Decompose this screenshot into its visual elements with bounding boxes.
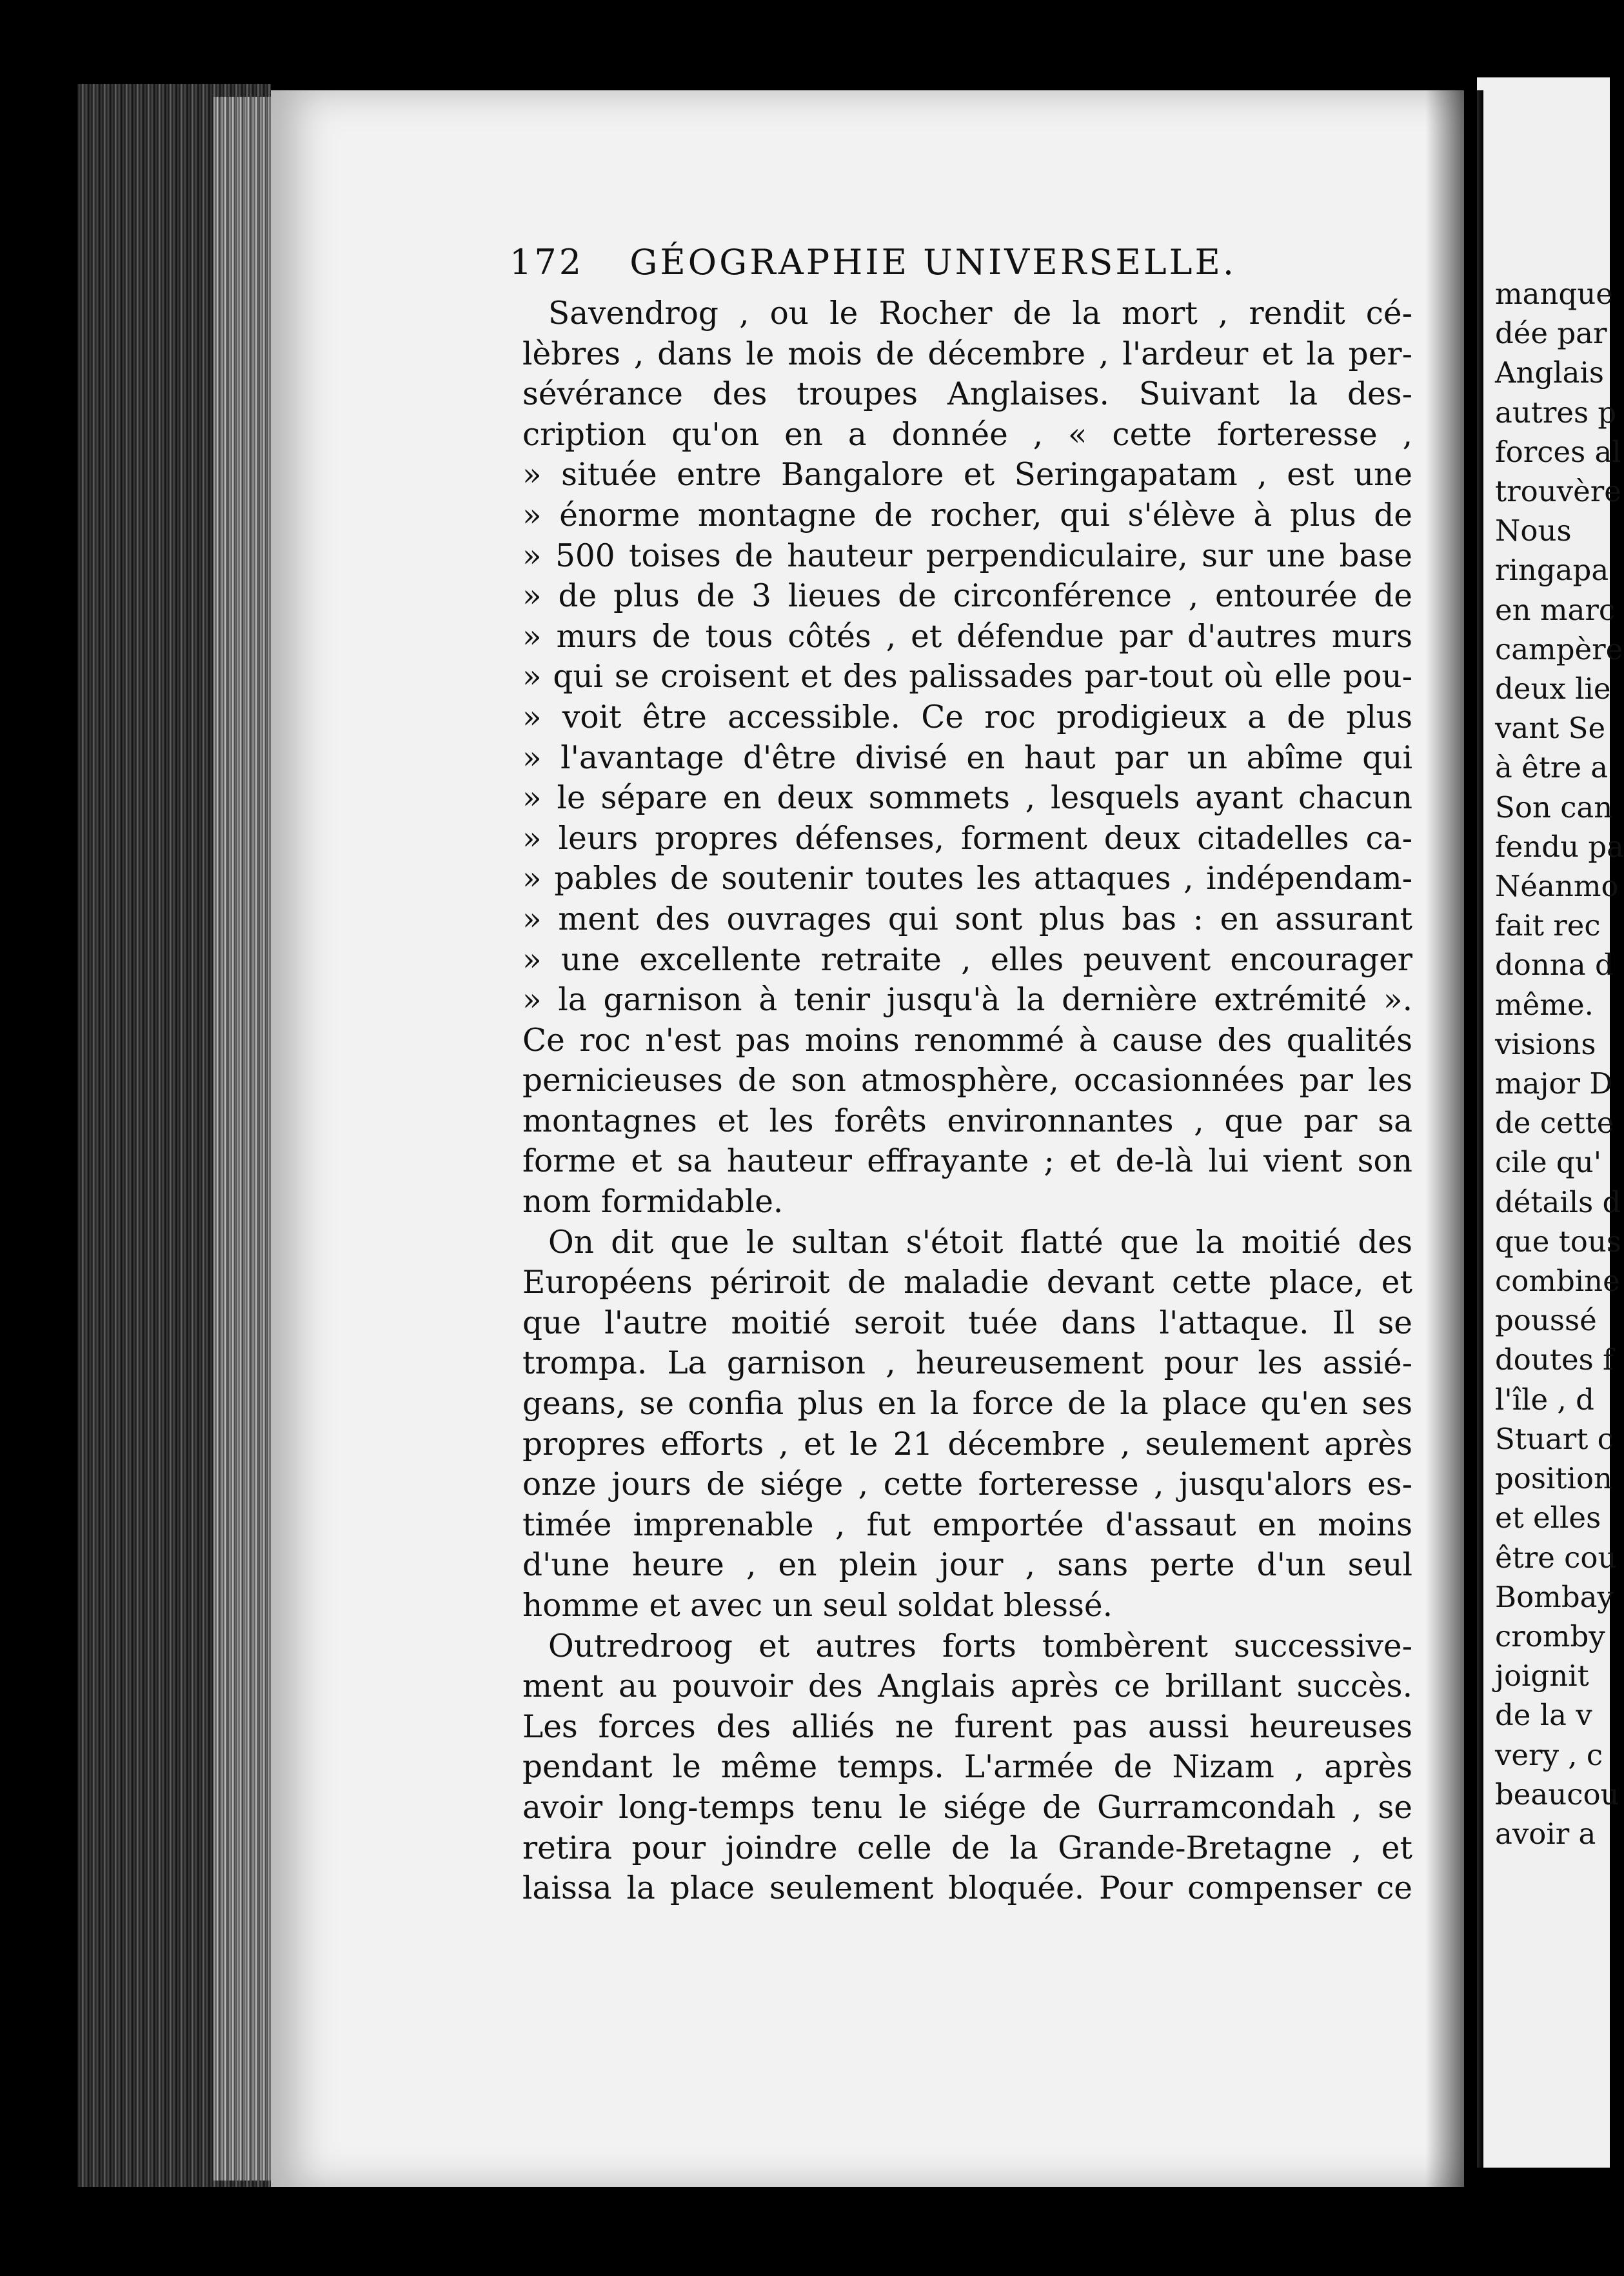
text-line: Ce roc n'est pas moins renommé à cause des qualités (522, 1022, 1412, 1059)
facing-text-line: manque (1495, 277, 1613, 311)
text-line: forme et sa hauteur effrayante ; et de-là lui vient son (522, 1143, 1412, 1180)
text-line: » le sépare en deux sommets , lesquels ayant chacun (522, 780, 1412, 817)
running-header (510, 242, 1283, 287)
facing-text-line: dée par (1495, 316, 1607, 351)
text-line: » ment des ouvrages qui sont plus bas : en assurant (522, 901, 1412, 937)
facing-text-line: doutes f (1495, 1343, 1614, 1377)
book-gutter (1425, 90, 1483, 2187)
facing-text-line: de cette (1495, 1106, 1614, 1141)
text-line: » de plus de 3 lieues de circonférence , entourée de (522, 578, 1412, 615)
facing-text-line: fendu pa (1495, 829, 1624, 864)
text-line: » pables de soutenir toutes les attaques , indépendam- (522, 861, 1412, 897)
text-line: Outredroog et autres forts tombèrent successive- (548, 1628, 1412, 1664)
text-line: pendant le même temps. L'armée de Nizam , après (522, 1749, 1412, 1786)
facing-text-line: Bombay (1495, 1579, 1614, 1614)
text-line: montagnes et les forêts environnantes , que par sa (522, 1103, 1412, 1139)
running-title: GÉOGRAPHIE UNIVERSELLE. (629, 242, 1237, 283)
text-line: trompa. La garnison , heureusement pour les assié- (522, 1345, 1412, 1382)
facing-text-line: Nous (1495, 514, 1572, 548)
facing-text-line: et elles (1495, 1501, 1601, 1535)
facing-text-line: combine (1495, 1264, 1620, 1299)
facing-text-line: Son can (1495, 790, 1613, 824)
text-line: geans, se confia plus en la force de la place qu'en ses (522, 1386, 1412, 1422)
facing-text-line: que tous (1495, 1224, 1621, 1259)
facing-text-line: être cou (1495, 1540, 1617, 1575)
text-line: nom formidable. (522, 1184, 784, 1221)
text-line: que l'autre moitié seroit tuée dans l'attaque. Il se (522, 1304, 1412, 1341)
text-line: d'une heure , en plein jour , sans perte d'un seul (522, 1547, 1412, 1584)
facing-text-line: joignit (1495, 1659, 1589, 1693)
facing-text-line: beaucou (1495, 1777, 1619, 1812)
text-line: » située entre Bangalore et Seringapatam , est une (522, 457, 1412, 494)
text-line: » l'avantage d'être divisé en haut par un abîme qui (522, 739, 1412, 776)
facing-text-line: trouvère (1495, 474, 1621, 509)
facing-text-line: Anglais (1495, 355, 1604, 390)
text-line: cription qu'on en a donnée , « cette forteresse , (522, 416, 1412, 453)
text-line: » leurs propres défenses, forment deux citadelles ca- (522, 820, 1412, 857)
facing-text-line: forces al (1495, 434, 1621, 469)
facing-text-line: autres p (1495, 395, 1617, 430)
text-line: » murs de tous côtés , et défendue par d'autres murs (522, 618, 1412, 655)
text-line: On dit que le sultan s'étoit flatté que la moitié des (548, 1224, 1412, 1261)
facing-text-line: fait rec (1495, 908, 1601, 943)
facing-text-line: campère (1495, 632, 1623, 666)
facing-text-line: en marc (1495, 592, 1616, 627)
text-line: ment au pouvoir des Anglais après ce brillant succès. (522, 1668, 1412, 1705)
text-line: » voit être accessible. Ce roc prodigieux a de plus (522, 699, 1412, 735)
text-line: » une excellente retraite , elles peuvent encourager (522, 941, 1412, 978)
facing-text-line: de la v (1495, 1698, 1592, 1733)
text-line: Les forces des alliés ne furent pas aussi heureuses (522, 1708, 1412, 1745)
facing-text-line: même. (1495, 987, 1594, 1022)
facing-text-line: visions (1495, 1026, 1596, 1061)
text-line: » 500 toises de hauteur perpendiculaire, sur une base (522, 537, 1412, 574)
facing-text-line: position (1495, 1461, 1612, 1496)
text-line: timée imprenable , fut emportée d'assaut en moins (522, 1506, 1412, 1543)
facing-text-line: à être a (1495, 750, 1609, 785)
facing-text-line: détails d (1495, 1184, 1621, 1219)
text-line: sévérance des troupes Anglaises. Suivant la des- (522, 376, 1412, 413)
facing-page-text (1495, 274, 1624, 1853)
facing-text-line: donna d (1495, 948, 1614, 983)
text-line: » la garnison à tenir jusqu'à la dernière extrémité ». (522, 982, 1412, 1019)
text-line: Savendrog , ou le Rocher de la mort , rendit cé- (548, 295, 1412, 332)
page-number: 172 (510, 242, 584, 283)
text-line: » qui se croisent et des palissades par-tout où elle pou- (522, 659, 1412, 695)
facing-text-line: Néanmo (1495, 869, 1619, 904)
text-line: homme et avec un seul soldat blessé. (522, 1588, 1113, 1624)
text-line: propres efforts , et le 21 décembre , seulement après (522, 1426, 1412, 1462)
facing-text-line: vant Se (1495, 711, 1606, 746)
text-line: lèbres , dans le mois de décembre , l'ardeur et la per- (522, 335, 1412, 372)
facing-text-line: cromby (1495, 1619, 1605, 1653)
facing-text-line: poussé (1495, 1303, 1597, 1338)
facing-text-line: cile qu' (1495, 1145, 1602, 1180)
text-line: » énorme montagne de rocher, qui s'élève à plus de (522, 497, 1412, 534)
text-line: avoir long-temps tenu le siége de Gurramcondah , se (522, 1789, 1412, 1826)
text-line: retira pour joindre celle de la Grande-Bretagne , et (522, 1830, 1412, 1866)
body-text (522, 294, 1412, 1909)
facing-text-line: l'île , d (1495, 1382, 1594, 1417)
text-line: pernicieuses de son atmosphère, occasionnées par les (522, 1063, 1412, 1099)
facing-text-line: deux lie (1495, 672, 1611, 706)
facing-text-line: avoir a (1495, 1816, 1596, 1851)
facing-text-line: ringapa (1495, 553, 1609, 588)
text-line: Européens périroit de maladie devant cette place, et (522, 1264, 1412, 1301)
facing-text-line: major D (1495, 1066, 1613, 1101)
facing-text-line: Stuart c (1495, 1421, 1614, 1456)
text-line: onze jours de siége , cette forteresse , jusqu'alors es- (522, 1466, 1412, 1503)
facing-text-line: very , c (1495, 1737, 1603, 1772)
text-line: laissa la place seulement bloquée. Pour compenser ce (522, 1870, 1412, 1907)
